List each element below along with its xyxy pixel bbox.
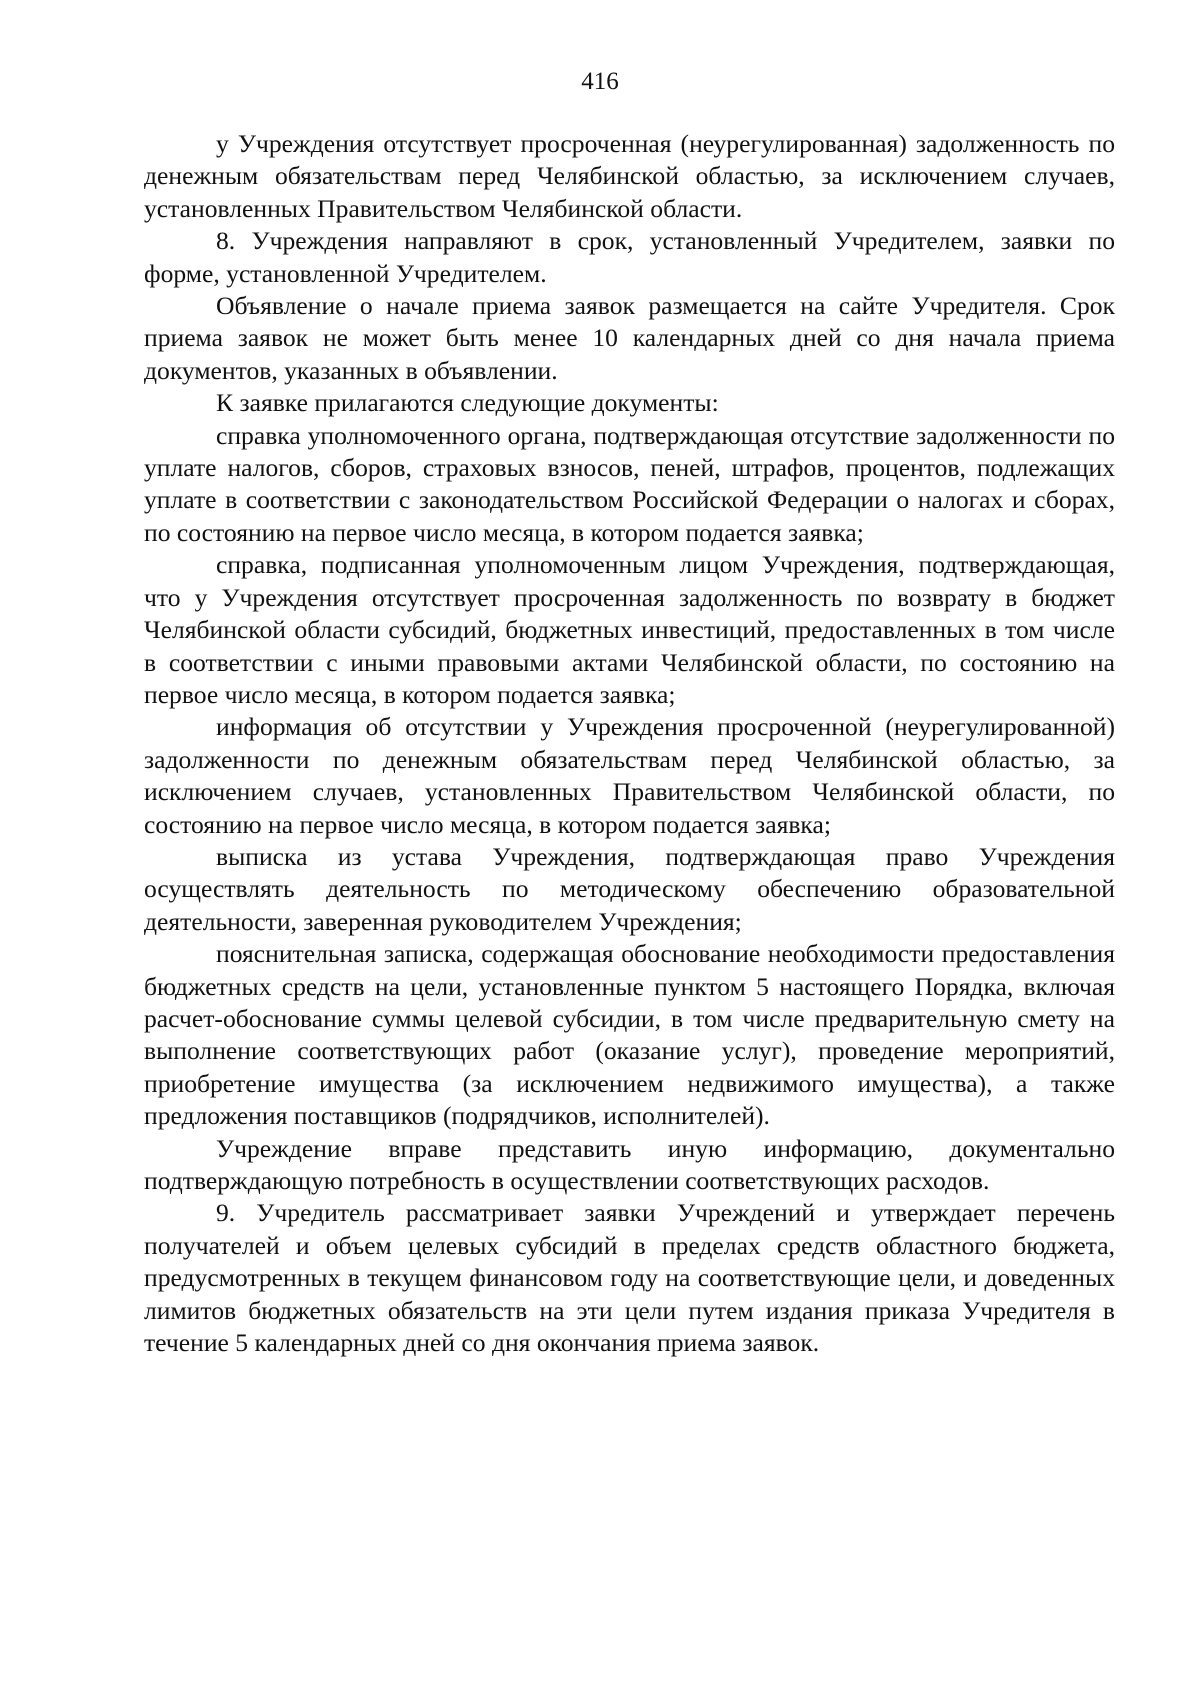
paragraph-5: справка уполномоченного органа, подтверждающая отсутствие задолженности по уплате налогов, сборов, страховых взносов, пеней, штрафов, процентов, подлежащих уплате в соответствии с законодательством Российской Федерации о налогах и сборах, по состоянию на первое число месяца, в котором подается заявка; [144,420,1115,547]
paragraph-2: 8. Учреждения направляют в срок, установленный Учредителем, заявки по форме, установленной Учредителем. [144,226,1115,288]
paragraph-4: К заявке прилагаются следующие документы: [216,388,719,418]
paragraph-9: пояснительная записка, содержащая обоснование необходимости предоставления бюджетных средств на цели, установленные пунктом 5 настоящего Порядка, включая расчет-обоснование суммы целевой субсидии, в том числе предварительную смету на выполнение соответствующих работ (оказание услуг), проведение мероприятий, приобретение имущества (за исключением недвижимого имущества), а также предложения поставщиков (подрядчиков, исполнителей). [144,939,1115,1131]
page-number: 416 [581,68,619,95]
paragraph-7: информация об отсутствии у Учреждения просроченной (неурегулированной) задолженности по денежным обязательствам перед Челябинской областью, за исключением случаев, установленных Правительством Челябинской области, по состоянию на первое число месяца, в котором подается заявка; [144,712,1115,839]
paragraph-8: выписка из устава Учреждения, подтверждающая право Учреждения осуществлять деятельность по методическому обеспечению образовательной деятельности, заверенная руководителем Учреждения; [144,841,1115,936]
paragraph-1: у Учреждения отсутствует просроченная (неурегулированная) задолженность по денежным обязательствам перед Челябинской областью, за исключением случаев, установленных Правительством Челябинской области. [144,129,1115,223]
paragraph-6: справка, подписанная уполномоченным лицом Учреждения, подтверждающая, что у Учреждения отсутствует просроченная задолженность по возврату в бюджет Челябинской области субсидий, бюджетных инвестиций, предоставленных в том числе в соответствии с иными правовыми актами Челябинской области, по состоянию на первое число месяца, в котором подается заявка; [144,550,1115,709]
paragraph-3: Объявление о начале приема заявок размещается на сайте Учредителя. Срок приема заявок не может быть менее 10 календарных дней со дня начала приема документов, указанных в объявлении. [144,291,1115,385]
paragraph-10: Учреждение вправе представить иную информацию, документально подтверждающую потребность в осуществлении соответствующих расходов. [144,1133,1115,1195]
paragraph-11: 9. Учредитель рассматривает заявки Учреждений и утверждает перечень получателей и объем целевых субсидий в пределах средств областного бюджета, предусмотренных в текущем финансовом году на соответствующие цели, и доведенных лимитов бюджетных обязательств на эти цели путем издания приказа Учредителя в течение 5 календарных дней со дня окончания приема заявок. [144,1198,1115,1358]
document-body [144,128,1115,1359]
